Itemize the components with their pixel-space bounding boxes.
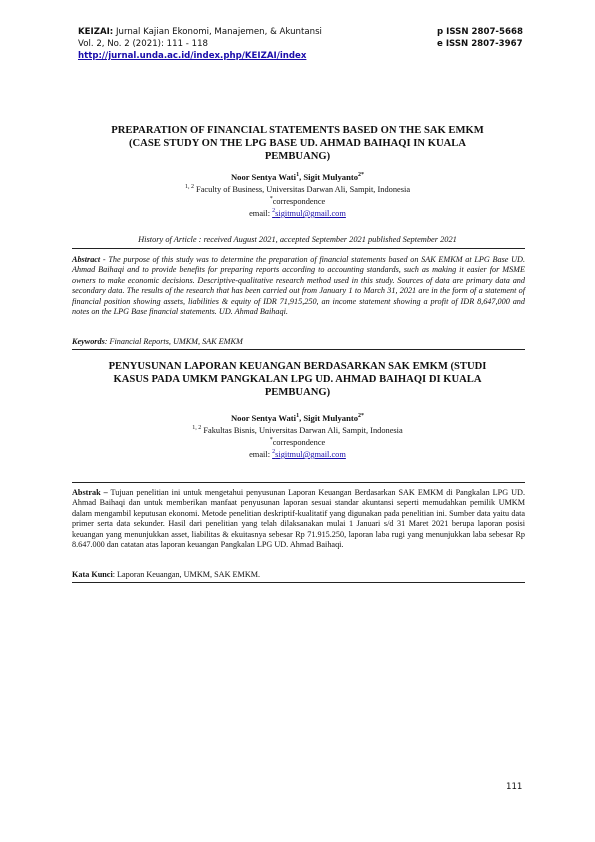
p-issn: p ISSN 2807-5668 bbox=[437, 27, 523, 37]
english-abstract: Abstract - The purpose of this study was to determine the preparation of financial statements based on SAK EMKM at LPG Base UD. Ahmad Baihaqi and to provide benefits for preparing reports according to accounting standards, such as making it easier for MSME owners to make economic decisions. Descriptive-qualitative research method used in this study. Sources of data are primary data and secondary data. The results of the research that has been carried out from January 1 to March 31, 2021 are in the form of a statement of financial position showing assets, liabilities & equity of IDR 71,915,250, an income statement showing a profit of IDR 8,647,000 and notes on the LPG Base financial statements. UD. Ahmad Baihaqi. bbox=[72, 255, 525, 317]
english-authors: Noor Sentya Wati$^1$, Sigit Mulyanto$^{2*}$ bbox=[230, 172, 365, 182]
page-number: 111 bbox=[506, 782, 523, 792]
divider-top bbox=[72, 248, 525, 249]
indonesian-abstract: Abstrak – Tujuan penelitian ini untuk mengetahui penyusunan Laporan Keuangan Berdasarkan SAK EMKM di Pangkalan LPG UD. Ahmad Baihaqi dan untuk memberikan manfaat penyusunan laporan sesuai standar akuntansi seperti memudahkan pemilik UMKM dalam mengambil keputusan ekonomi. Metode penelitian deskriptif-kualitatif yang digunakan pada penelitian ini. Sumber data yaitu data primer serta data sekunder. Hasil dari penelitian yang telah dilaksanakan mulai 1 Januari s/d 31 Maret 2021 berupa laporan posisi keuangan yang menunjukkan asset, liabilitas & ekuitasnya sebesar Rp 71.915.250, laporan laba rugi yang menunjukkan laba sebesar Rp 8.647.000 dan catatan atas laporan keuangan Pangkalan LPG UD. Ahmad Baihaqi. bbox=[72, 488, 525, 550]
indonesian-correspondence: *correspondence bbox=[269, 437, 326, 447]
indonesian-authors: Noor Sentya Wati$^1$, Sigit Mulyanto$^{2*}$ bbox=[230, 413, 365, 423]
english-affiliation: $^{1, 2}$ Faculty of Business, Universitas Darwan Ali, Sampit, Indonesia bbox=[184, 184, 411, 194]
divider-middle bbox=[72, 349, 525, 350]
english-email: email: $^2$sigitmul@gmail.com bbox=[249, 208, 346, 218]
indonesian-email-link[interactable]: $^2$sigitmul@gmail.com bbox=[272, 449, 346, 459]
english-email-link[interactable]: $^2$sigitmul@gmail.com bbox=[272, 208, 346, 218]
divider-lower bbox=[72, 482, 525, 483]
e-issn: e ISSN 2807-3967 bbox=[437, 39, 523, 49]
journal-url-link[interactable]: http://jurnal.unda.ac.id/index.php/KEIZAI/index bbox=[78, 51, 307, 61]
journal-header bbox=[78, 26, 458, 62]
article-history: History of Article : received August 2021, accepted September 2021 published September 2021 bbox=[138, 235, 457, 244]
english-title: PREPARATION OF FINANCIAL STATEMENTS BASED ON THE SAK EMKM (CASE STUDY ON THE LPG BASE UD. AHMAD BAIHAQI IN KUALA PEMBUANG) bbox=[111, 125, 484, 162]
issn-block bbox=[437, 26, 547, 50]
indonesian-title: PENYUSUNAN LAPORAN KEUANGAN BERDASARKAN SAK EMKM (STUDI KASUS PADA UMKM PANGKALAN LPG UD. AHMAD BAIHAQI DI KUALA PEMBUANG) bbox=[108, 361, 487, 398]
journal-volume: Vol. 2, No. 2 (2021): 111 - 118 bbox=[78, 39, 209, 49]
english-keywords: Keywords: Financial Reports, UMKM, SAK EMKM bbox=[72, 337, 243, 346]
english-correspondence: *correspondence bbox=[269, 196, 326, 206]
divider-bottom bbox=[72, 582, 525, 583]
indonesian-affiliation: $^{1, 2}$ Fakultas Bisnis, Universitas Darwan Ali, Sampit, Indonesia bbox=[192, 425, 403, 435]
journal-name: KEIZAI: Jurnal Kajian Ekonomi, Manajemen, & Akuntansi bbox=[78, 27, 322, 37]
indonesian-email: email: $^2$sigitmul@gmail.com bbox=[249, 449, 346, 459]
indonesian-keywords: Kata Kunci: Laporan Keuangan, UMKM, SAK EMKM. bbox=[72, 570, 261, 579]
